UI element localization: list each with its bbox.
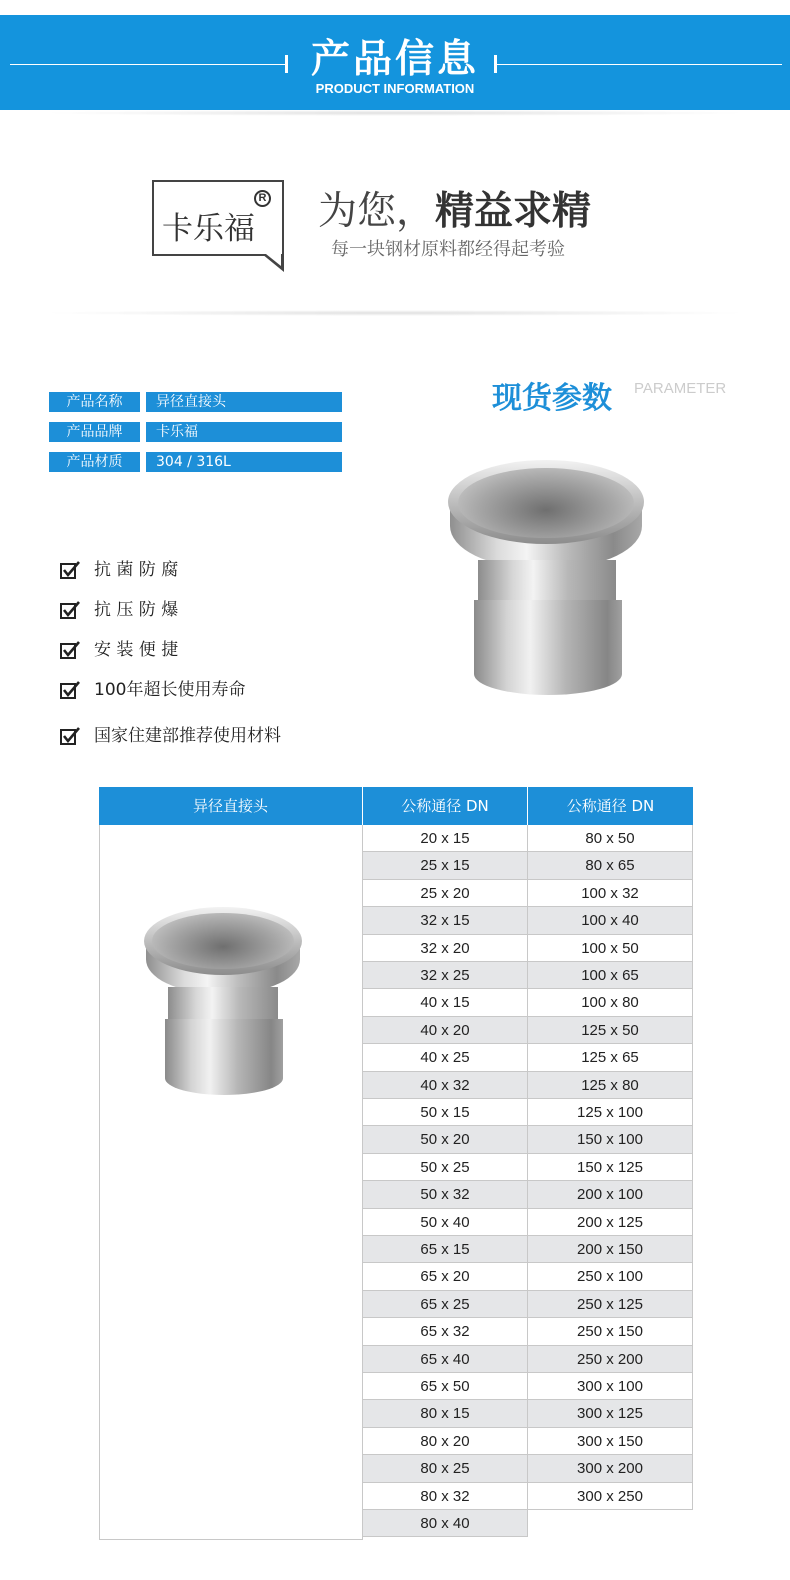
- parameter-title-en: PARAMETER: [634, 380, 727, 397]
- table-image-cell: [99, 825, 363, 1540]
- table-cell: 150 x 100: [527, 1126, 693, 1153]
- table-cell: 50 x 15: [362, 1099, 528, 1126]
- slogan-light: 为您，: [318, 189, 436, 234]
- table-cell: 300 x 125: [527, 1400, 693, 1427]
- slogan-bold: 精益求精: [435, 189, 592, 234]
- table-cell: 80 x 25: [362, 1455, 528, 1482]
- fitting-pipe: [474, 600, 622, 695]
- table-cell: 80 x 50: [527, 825, 693, 852]
- table-cell: 200 x 125: [527, 1209, 693, 1236]
- banner-title: 产品信息: [310, 37, 479, 82]
- product-image-small: [144, 907, 304, 1097]
- table-cell: 150 x 125: [527, 1154, 693, 1181]
- checkbox-checked-icon: [60, 680, 80, 700]
- feature-label: 抗 压 防 爆: [94, 600, 179, 620]
- banner-line-right: [497, 64, 782, 65]
- feature-label: 抗 菌 防 腐: [94, 560, 179, 580]
- table-cell: 100 x 65: [527, 962, 693, 989]
- table-cell: 250 x 150: [527, 1318, 693, 1345]
- table-cell: 125 x 80: [527, 1072, 693, 1099]
- table-cell: 65 x 32: [362, 1318, 528, 1345]
- fitting-opening: [458, 468, 634, 538]
- table-cell: 250 x 100: [527, 1263, 693, 1290]
- banner-subtitle: PRODUCT INFORMATION: [315, 81, 475, 96]
- info-label: 产品材质: [49, 452, 140, 472]
- fitting-pipe: [165, 1019, 283, 1095]
- table-cell: 50 x 20: [362, 1126, 528, 1153]
- table-cell: 80 x 32: [362, 1483, 528, 1510]
- brand-tagline: 每一块钢材原料都经得起考验: [331, 239, 565, 260]
- table-cell: 80 x 15: [362, 1400, 528, 1427]
- feature-label: 100年超长使用寿命: [94, 680, 246, 700]
- info-value: 异径直接头: [146, 392, 342, 412]
- checkbox-checked-icon: [60, 726, 80, 746]
- feature-label: 安 装 便 捷: [94, 640, 179, 660]
- table-cell: 32 x 15: [362, 907, 528, 934]
- header-banner: [0, 15, 790, 110]
- table-cell: 65 x 40: [362, 1346, 528, 1373]
- table-cell: 300 x 100: [527, 1373, 693, 1400]
- slogan-shadow: [40, 310, 750, 316]
- info-value: 卡乐福: [146, 422, 342, 442]
- table-cell: 65 x 15: [362, 1236, 528, 1263]
- banner-shadow: [40, 110, 750, 116]
- checkbox-checked-icon: [60, 640, 80, 660]
- table-cell: 80 x 20: [362, 1428, 528, 1455]
- feature-label: 国家住建部推荐使用材料: [94, 726, 281, 746]
- table-cell: 300 x 150: [527, 1428, 693, 1455]
- table-cell: 32 x 25: [362, 962, 528, 989]
- parameter-title: 现货参数: [492, 381, 612, 416]
- table-header: 异径直接头: [99, 787, 363, 825]
- checkbox-checked-icon: [60, 560, 80, 580]
- table-cell: 50 x 40: [362, 1209, 528, 1236]
- table-cell: 65 x 25: [362, 1291, 528, 1318]
- table-cell: 20 x 15: [362, 825, 528, 852]
- table-cell: 80 x 65: [527, 852, 693, 879]
- table-cell: 50 x 25: [362, 1154, 528, 1181]
- product-image-large: [448, 460, 648, 700]
- table-cell: 25 x 15: [362, 852, 528, 879]
- table-cell: 100 x 80: [527, 989, 693, 1016]
- table-cell: 32 x 20: [362, 935, 528, 962]
- table-cell: 300 x 200: [527, 1455, 693, 1482]
- table-cell: 100 x 32: [527, 880, 693, 907]
- table-cell: 125 x 65: [527, 1044, 693, 1071]
- table-cell: 40 x 20: [362, 1017, 528, 1044]
- table-cell: 250 x 200: [527, 1346, 693, 1373]
- info-label: 产品名称: [49, 392, 140, 412]
- info-value: 304 / 316L: [146, 452, 342, 472]
- table-header: 公称通径 DN: [363, 787, 528, 825]
- table-cell: 125 x 50: [527, 1017, 693, 1044]
- table-cell: 40 x 25: [362, 1044, 528, 1071]
- table-cell: 250 x 125: [527, 1291, 693, 1318]
- registered-mark-icon: R: [254, 190, 271, 207]
- brand-logo-tail-inner: [266, 254, 281, 266]
- table-cell: 300 x 250: [527, 1483, 693, 1510]
- brand-slogan: [318, 180, 591, 236]
- fitting-opening: [152, 913, 294, 969]
- spec-table: [99, 787, 693, 1540]
- table-cell: 125 x 100: [527, 1099, 693, 1126]
- table-cell: 200 x 150: [527, 1236, 693, 1263]
- table-cell: 200 x 100: [527, 1181, 693, 1208]
- table-cell: 65 x 20: [362, 1263, 528, 1290]
- table-cell: 100 x 50: [527, 935, 693, 962]
- info-label: 产品品牌: [49, 422, 140, 442]
- checkbox-checked-icon: [60, 600, 80, 620]
- table-cell: 65 x 50: [362, 1373, 528, 1400]
- table-cell: 25 x 20: [362, 880, 528, 907]
- table-cell: 100 x 40: [527, 907, 693, 934]
- table-cell: 40 x 32: [362, 1072, 528, 1099]
- table-cell: 80 x 40: [362, 1510, 528, 1537]
- table-cell: 40 x 15: [362, 989, 528, 1016]
- brand-logo-text: 卡乐福: [162, 211, 255, 247]
- table-header: 公称通径 DN: [528, 787, 693, 825]
- table-cell: 50 x 32: [362, 1181, 528, 1208]
